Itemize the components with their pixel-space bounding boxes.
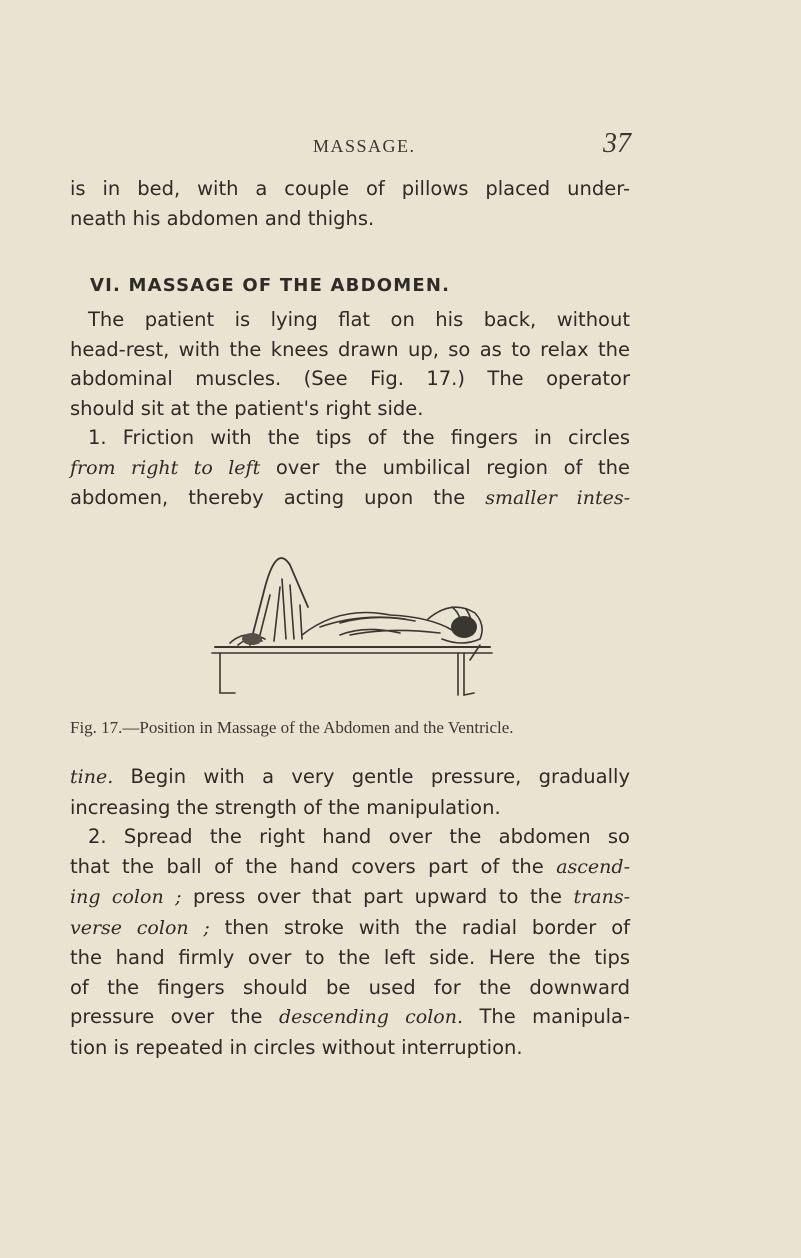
text-line (70, 913, 630, 944)
patient-on-couch-illustration (190, 535, 530, 705)
italic-term: smaller intes- (485, 487, 631, 509)
text-fragment: that the ball of the hand covers part of the (70, 854, 557, 878)
text-fragment: pressure over the (70, 1005, 279, 1028)
text-line: tion is repeated in circles without interruption. (70, 1035, 523, 1059)
figure-illustration (190, 535, 530, 705)
text-line: increasing the strength of the manipulation. (70, 795, 501, 819)
text-line (70, 882, 630, 913)
italic-term: tine. (70, 766, 114, 788)
text-fragment: Begin with a very gentle pressure, gradually (113, 765, 630, 788)
intro-paragraph (70, 174, 630, 233)
text-line: of the fingers should be used for the downward (70, 975, 630, 999)
text-line: 1. Friction with the tips of the fingers in circles (88, 426, 630, 449)
text-line: should sit at the patient's right side. (70, 396, 424, 420)
page-number: 37 (603, 128, 631, 159)
text-line (70, 762, 630, 793)
italic-term: descending colon. (278, 1006, 464, 1028)
italic-term: verse colon ; (70, 916, 210, 939)
italic-term: ing colon ; (70, 886, 182, 908)
italic-term: ascend- (556, 855, 630, 878)
text-line: neath his abdomen and thighs. (70, 206, 375, 230)
section-heading: VI. MASSAGE OF THE ABDOMEN. (90, 275, 451, 296)
text-line: The patient is lying flat on his back, without (88, 308, 630, 331)
text-fragment: over the umbilical region of the (260, 455, 631, 479)
text-line: the hand firmly over to the left side. Here the tips (70, 946, 630, 969)
text-line (70, 483, 630, 514)
text-line (70, 852, 630, 883)
text-line: is in bed, with a couple of pillows placed under- (70, 177, 630, 200)
text-line: abdominal muscles. (See Fig. 17.) The operator (70, 367, 630, 390)
italic-term: from right to left (70, 456, 261, 479)
text-fragment: press over that part upward to the (181, 885, 574, 908)
text-line: head-rest, with the knees drawn up, so as to relax the (70, 337, 630, 361)
text-fragment: then stroke with the radial border of (209, 915, 630, 939)
figure-caption: Fig. 17.—Position in Massage of the Abdomen and the Ventricle. (70, 718, 514, 737)
running-title: MASSAGE. (313, 136, 416, 156)
text-line (70, 1002, 630, 1033)
italic-term: trans- (573, 886, 630, 908)
continuation-paragraph (70, 762, 630, 1062)
text-line (70, 453, 630, 484)
running-head (0, 128, 801, 172)
section-paragraph (70, 305, 630, 514)
text-fragment: The manipula- (463, 1005, 630, 1028)
text-fragment: abdomen, thereby acting upon the (70, 486, 486, 509)
text-line: 2. Spread the right hand over the abdomen so (88, 825, 630, 848)
